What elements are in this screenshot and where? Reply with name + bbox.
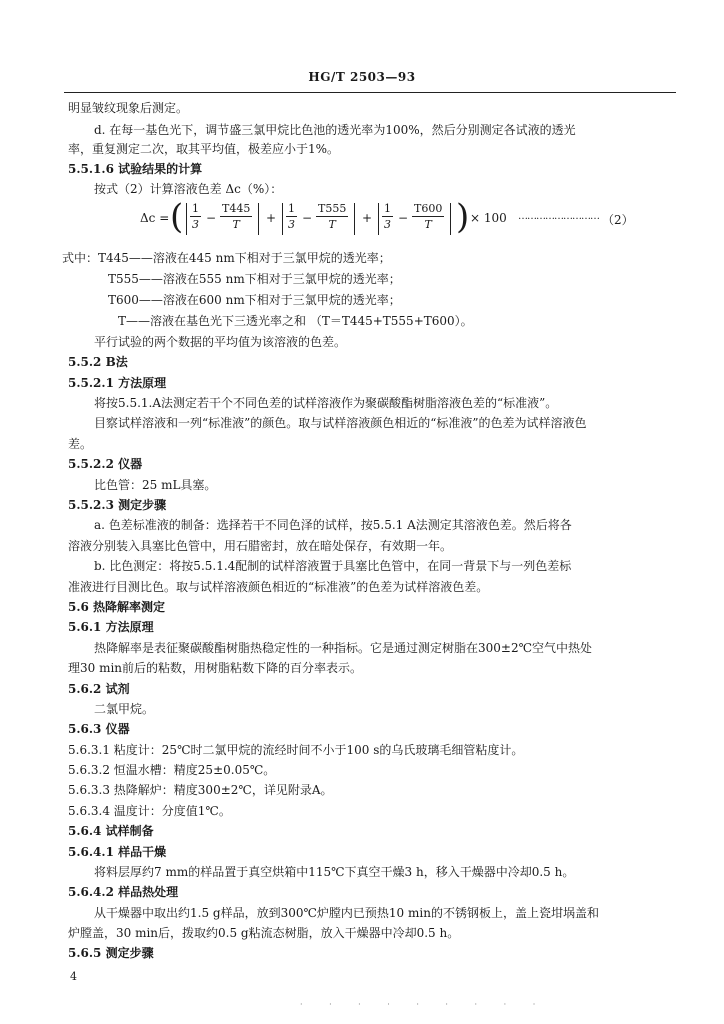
left-paren: (	[170, 197, 184, 237]
formula-2: Δc = ( $\frac{1}{3}$ − $\frac{T445}{T}$ + $\frac{1}{3}$ − $\frac{T555}{T}$ + $\frac{1}{3}$ − $\frac{T600}{T}$ ) × 100 ……………………… （2）	[140, 197, 634, 237]
section-heading: 5.6.2 试剂	[68, 682, 130, 696]
text-line: 热降解率是表征聚碳酸酯树脂热稳定性的一种指标。它是通过测定树脂在300±2℃空气中热处	[94, 641, 593, 655]
equation-number: （2）	[602, 213, 634, 227]
text-line: 平行试验的两个数据的平均值为该溶液的色差。	[94, 335, 347, 349]
section-heading: 5.5.2.1 方法原理	[68, 376, 167, 390]
formula-multiplier: × 100	[470, 211, 507, 225]
text-line: 明显皱纹现象后测定。	[68, 101, 189, 115]
text-line: 率，重复测定二次，取其平均值，极差应小于1%。	[68, 142, 340, 156]
fraction: $\frac{1}{3}$	[288, 202, 295, 231]
text-line: 5.6.3.3 热降解炉：精度300±2℃，详见附录A。	[68, 783, 333, 797]
page-number: 4	[70, 970, 77, 983]
abs-bar	[354, 203, 355, 235]
variable-definition: T——溶液在基色光下三透光率之和 （T＝T445+T555+T600）。	[118, 314, 473, 328]
abs-bar	[186, 203, 187, 235]
variable-definition: 式中：T445——溶液在445 nm下相对于三氯甲烷的透光率；	[62, 251, 391, 265]
text-line: 5.6.3.2 恒温水槽：精度25±0.05℃。	[68, 763, 276, 777]
text-line: 从干燥器中取出约1.5 g样品，放到300℃炉膛内已预热10 min的不锈钢板上，盖上瓷坩埚盖和	[94, 906, 599, 920]
scan-artifact-dots: · · · · · · · · ·	[300, 1000, 548, 1009]
text-line: d. 在每一基色光下，调节盛三氯甲烷比色池的透光率为100%，然后分别测定各试液的透光	[94, 123, 576, 137]
section-heading: 5.6 热降解率测定	[68, 600, 166, 614]
text-line: 溶液分别装入具塞比色管中，用石腊密封，放在暗处保存，有效期一年。	[68, 539, 453, 553]
section-heading: 5.6.4.1 样品干燥	[68, 845, 167, 859]
text-line: 按式（2）计算溶液色差 Δc（%）：	[94, 182, 283, 196]
header-rule	[64, 92, 676, 93]
right-paren: )	[456, 197, 470, 237]
text-line: 5.6.3.1 粘度计：25℃时二氯甲烷的流经时间不小于100 s的乌氏玻璃毛细管粘度计。	[68, 743, 524, 757]
text-line: 准液进行目测比色。取与试样溶液颜色相近的“标准液”的色差为试样溶液色差。	[68, 580, 489, 594]
abs-bar	[258, 203, 259, 235]
formula-leader: ………………………	[518, 211, 599, 222]
text-line: a. 色差标准液的制备：选择若干不同色泽的试样，按5.5.1 A法测定其溶液色差。然后将各	[94, 518, 572, 532]
text-line: 理30 min前后的粘数，用树脂粘数下降的百分率表示。	[68, 661, 363, 675]
fraction: $\frac{T445}{T}$	[222, 202, 251, 231]
text-line: 二氯甲烷。	[94, 702, 155, 716]
section-heading: 5.6.3 仪器	[68, 722, 130, 736]
abs-bar	[282, 203, 283, 235]
variable-definition: T600——溶液在600 nm下相对于三氯甲烷的透光率；	[108, 293, 401, 307]
section-heading: 5.5.2.3 测定步骤	[68, 498, 167, 512]
text-line: b. 比色测定：将按5.5.1.4配制的试样溶液置于具塞比色管中，在同一背景下与一列色差标	[94, 559, 572, 573]
section-heading: 5.6.1 方法原理	[68, 620, 154, 634]
section-heading: 5.6.4 试样制备	[68, 824, 154, 838]
fraction: $\frac{1}{3}$	[192, 202, 199, 231]
text-line: 差。	[68, 437, 93, 451]
section-heading: 5.6.4.2 样品热处理	[68, 885, 179, 899]
text-line: 比色管：25 mL具塞。	[94, 478, 217, 492]
abs-bar	[450, 203, 451, 235]
text-line: 将料层厚约7 mm的样品置于真空烘箱中115℃下真空干燥3 h，移入干燥器中冷却0.5 h。	[94, 865, 575, 879]
fraction: $\frac{1}{3}$	[384, 202, 391, 231]
section-heading: 5.6.5 测定步骤	[68, 946, 154, 960]
text-line: 5.6.3.4 温度计：分度值1℃。	[68, 804, 231, 818]
abs-bar	[378, 203, 379, 235]
fraction: $\frac{T555}{T}$	[318, 202, 347, 231]
fraction: $\frac{T600}{T}$	[414, 202, 443, 231]
section-heading: 5.5.2.2 仪器	[68, 457, 143, 471]
formula-lhs: Δc =	[140, 211, 170, 225]
text-line: 炉膛盖，30 min后，拨取约0.5 g粘流态树脂，放入干燥器中冷却0.5 h。	[68, 926, 460, 940]
section-heading: 5.5.2 B法	[68, 355, 128, 369]
text-line: 目察试样溶液和一列“标准液”的颜色。取与试样溶液颜色相近的“标准液”的色差为试样溶液色	[94, 416, 587, 430]
section-heading: 5.5.1.6 试验结果的计算	[68, 162, 203, 176]
variable-definition: T555——溶液在555 nm下相对于三氯甲烷的透光率；	[108, 272, 401, 286]
standard-header: HG/T 2503—93	[308, 70, 416, 84]
text-line: 将按5.5.1.A法测定若干个不同色差的试样溶液作为聚碳酸酯树脂溶液色差的“标准液”。	[94, 396, 558, 410]
